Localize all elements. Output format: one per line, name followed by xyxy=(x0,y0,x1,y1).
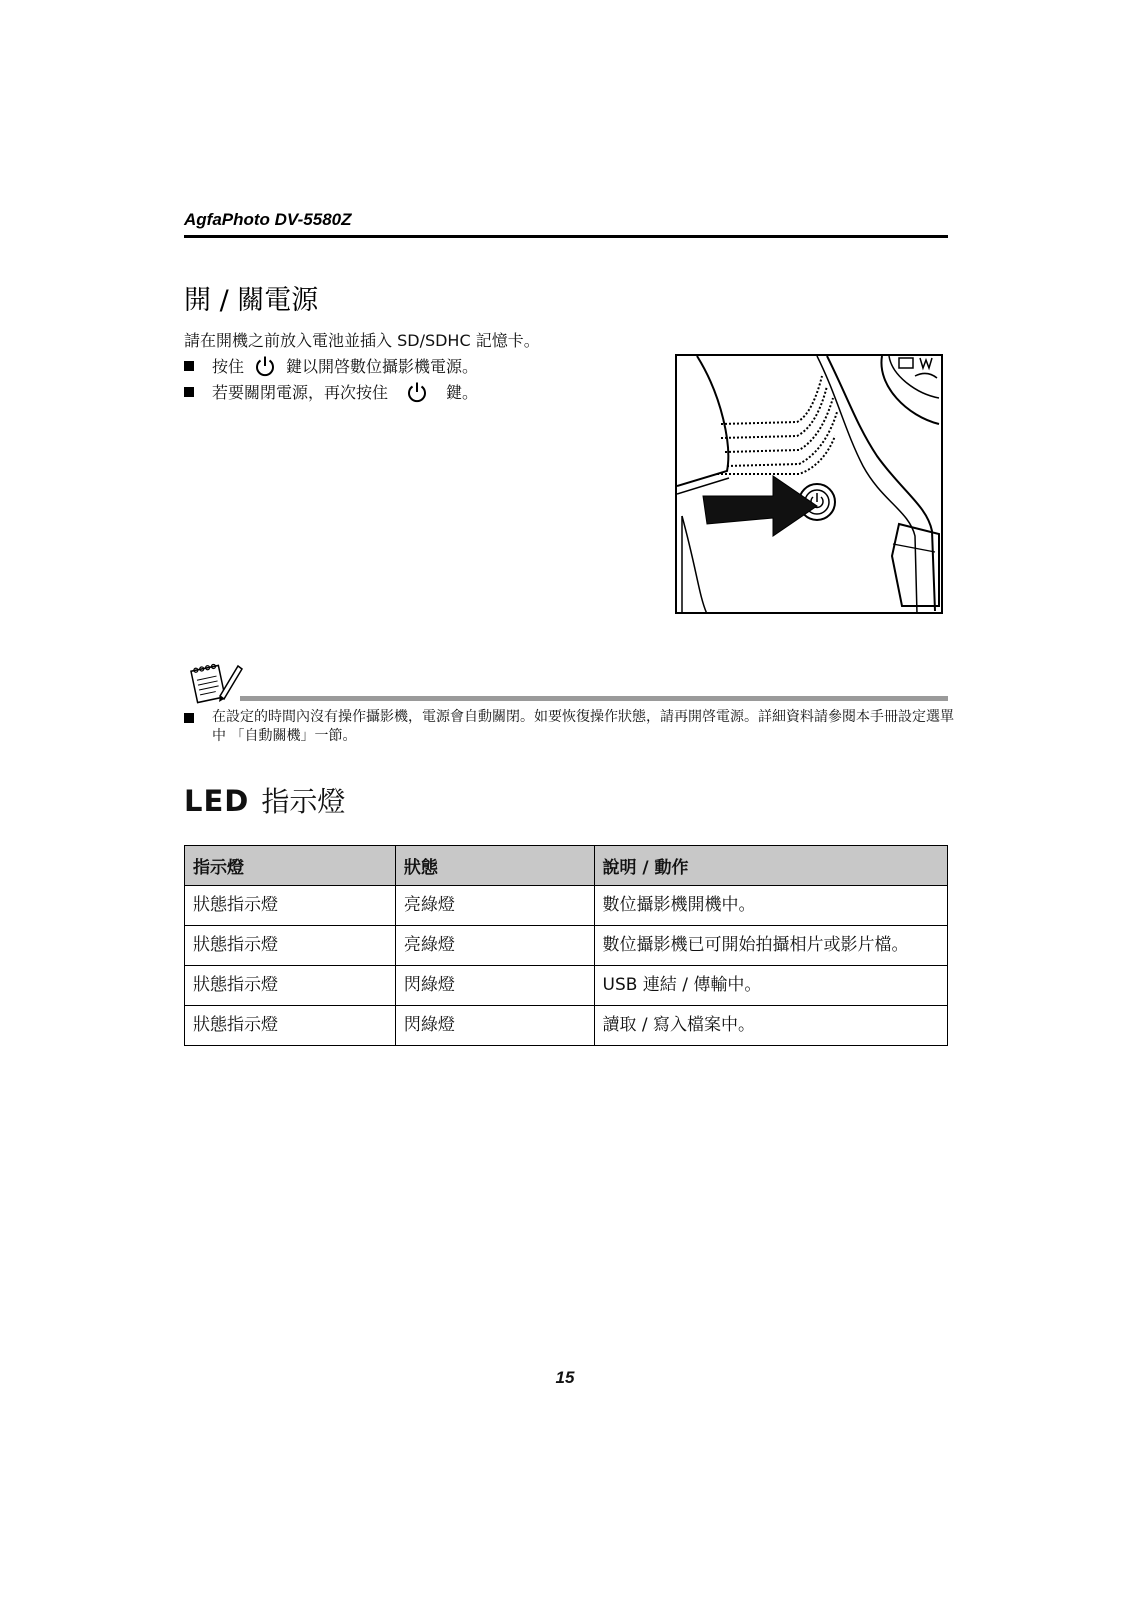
section-title-power: 開 / 關電源 xyxy=(184,285,319,316)
table-cell-indicator: 狀態指示燈 xyxy=(185,966,396,1006)
table-cell-description: 數位攝影機已可開始拍攝相片或影片檔。 xyxy=(594,926,948,966)
table-cell-description: 數位攝影機開機中。 xyxy=(594,886,948,926)
page-number: 15 xyxy=(555,1368,575,1387)
intro-text: 請在開機之前放入電池並插入 SD/SDHC 記憶卡。 xyxy=(184,331,540,350)
table-cell-status: 亮綠燈 xyxy=(395,926,594,966)
table-header-status: 狀態 xyxy=(395,846,594,886)
table-cell-indicator: 狀態指示燈 xyxy=(185,926,396,966)
power-icon xyxy=(254,355,276,377)
document-header-title: AgfaPhoto DV-5580Z xyxy=(184,210,352,229)
bullet-square-icon xyxy=(184,361,194,371)
bullet-square-icon xyxy=(184,387,194,397)
notepad-pencil-icon xyxy=(190,660,244,706)
bullet-power-off xyxy=(184,380,478,403)
bullet-power-on xyxy=(184,354,478,377)
table-cell-indicator: 狀態指示燈 xyxy=(185,1006,396,1046)
power-icon xyxy=(406,381,428,403)
table-header-indicator: 指示燈 xyxy=(185,846,396,886)
table-header-row xyxy=(185,846,948,886)
table-cell-status: 亮綠燈 xyxy=(395,886,594,926)
note-paragraph xyxy=(184,708,954,746)
camera-power-button-illustration xyxy=(675,354,943,614)
table-header-description: 說明 / 動作 xyxy=(594,846,948,886)
table-cell-description: 讀取 / 寫入檔案中。 xyxy=(594,1006,948,1046)
led-indicator-table xyxy=(184,845,948,1046)
bullet-text-after: 鍵。 xyxy=(446,383,479,402)
table-row xyxy=(185,926,948,966)
led-title-prefix: LED xyxy=(184,784,250,818)
bullet-text-before: 若要關閉電源，再次按住 xyxy=(212,383,389,402)
led-title-rest: 指示燈 xyxy=(261,785,346,818)
table-cell-status: 閃綠燈 xyxy=(395,1006,594,1046)
table-cell-indicator: 狀態指示燈 xyxy=(185,886,396,926)
table-row xyxy=(185,886,948,926)
note-text: 在設定的時間內沒有操作攝影機，電源會自動關閉。如要恢復操作狀態，請再開啓電源。詳細資料請參閱本手冊設定選單中 「自動關機」一節。 xyxy=(212,709,954,744)
table-cell-description: USB 連結 / 傳輸中。 xyxy=(594,966,948,1006)
table-cell-status: 閃綠燈 xyxy=(395,966,594,1006)
bullet-text-before: 按住 xyxy=(212,357,245,376)
header-rule xyxy=(184,235,948,238)
table-row xyxy=(185,1006,948,1046)
bullet-text-after: 鍵以開啓數位攝影機電源。 xyxy=(286,357,479,376)
section-title-led xyxy=(184,780,345,820)
bullet-square-icon xyxy=(184,713,194,723)
table-row xyxy=(185,966,948,1006)
note-divider-bar xyxy=(240,696,948,701)
